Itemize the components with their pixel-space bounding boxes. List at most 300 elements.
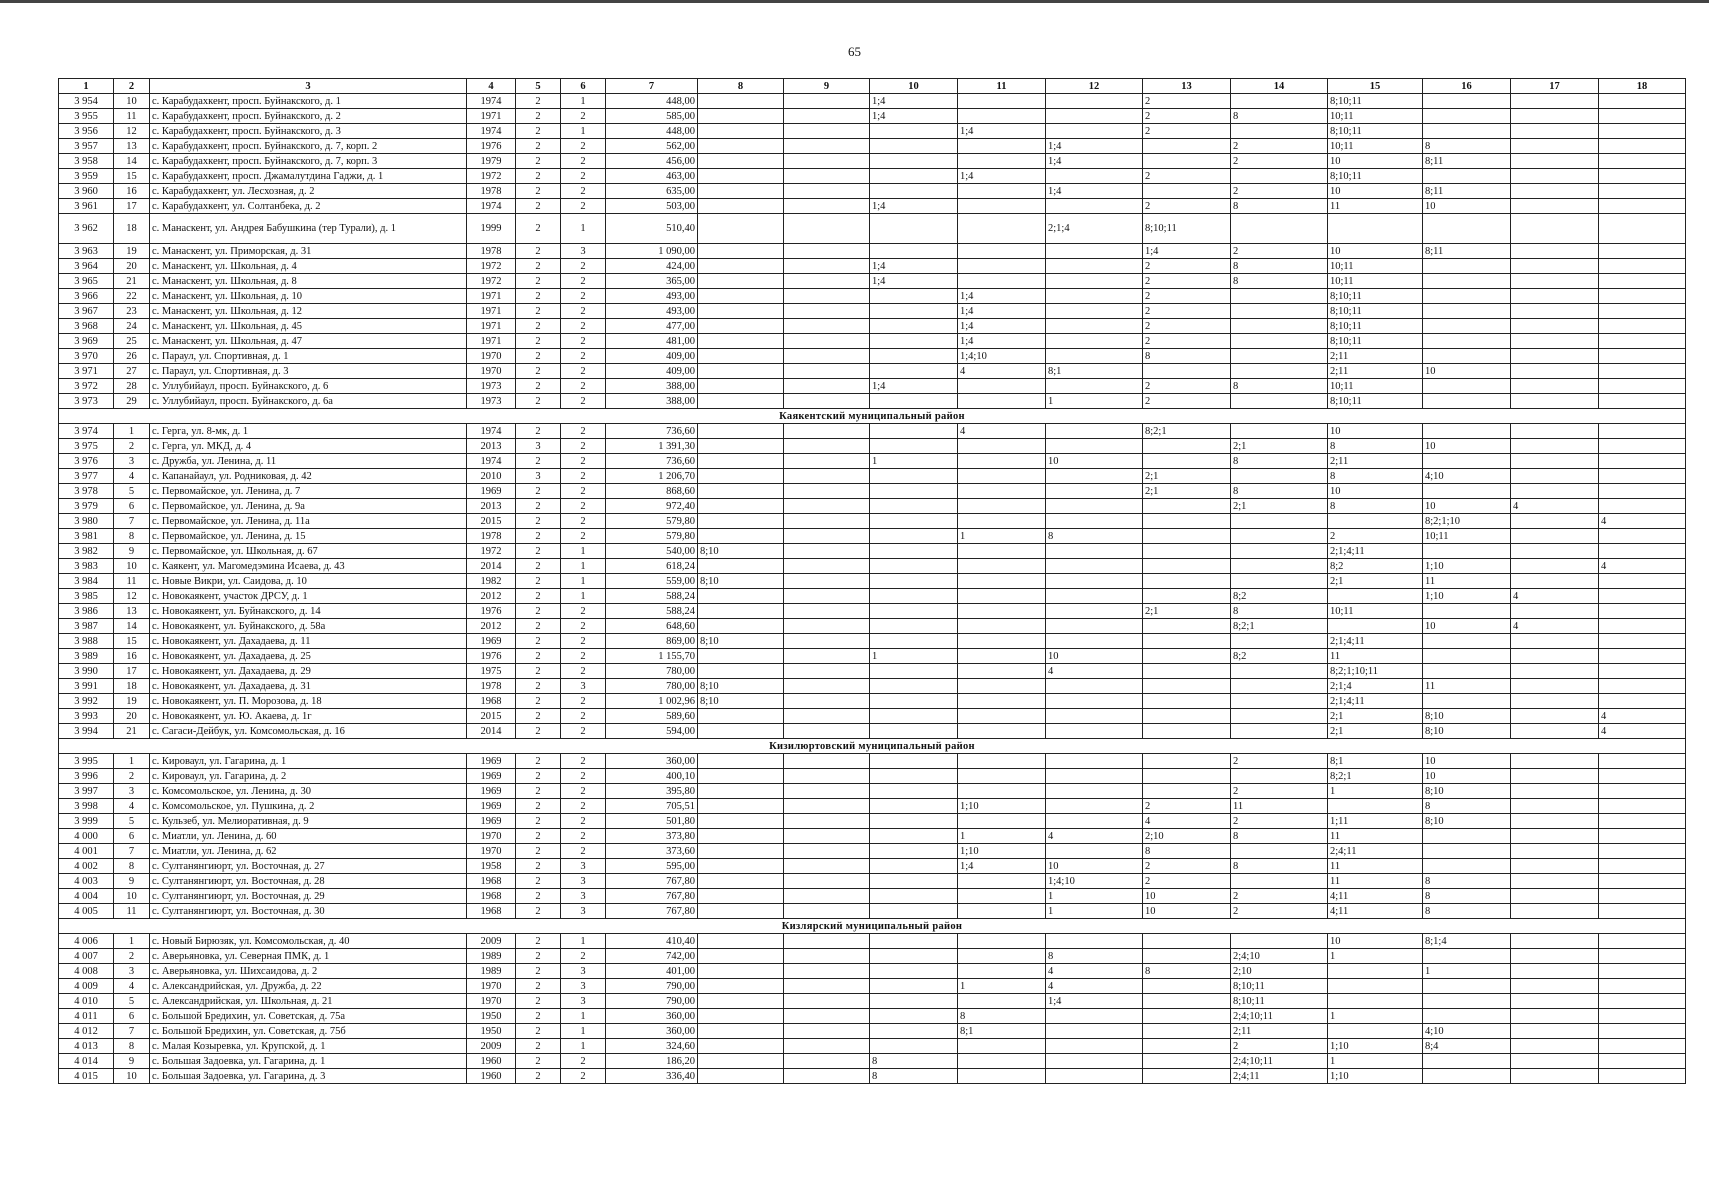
cell-col-10 bbox=[870, 589, 958, 604]
cell-col-13: 2 bbox=[1143, 274, 1231, 289]
cell-col-6: 1 bbox=[561, 559, 606, 574]
cell-col-7: 324,60 bbox=[606, 1039, 698, 1054]
cell-col-6: 2 bbox=[561, 169, 606, 184]
cell-col-7: 510,40 bbox=[606, 214, 698, 244]
cell-col-7: 588,24 bbox=[606, 589, 698, 604]
cell-col-4: 1972 bbox=[467, 259, 516, 274]
cell-col-17 bbox=[1511, 889, 1599, 904]
cell-col-2: 16 bbox=[114, 649, 150, 664]
cell-col-18 bbox=[1599, 1039, 1686, 1054]
cell-col-17 bbox=[1511, 454, 1599, 469]
cell-col-17 bbox=[1511, 604, 1599, 619]
cell-col-16: 4;10 bbox=[1423, 1024, 1511, 1039]
column-header-row bbox=[59, 79, 1686, 94]
cell-col-17 bbox=[1511, 394, 1599, 409]
cell-col-5: 2 bbox=[516, 649, 561, 664]
cell-col-1: 4 004 bbox=[59, 889, 114, 904]
cell-col-3: с. Первомайское, ул. Школьная, д. 67 bbox=[150, 544, 467, 559]
table-row bbox=[59, 934, 1686, 949]
cell-col-15: 8;10;11 bbox=[1328, 319, 1423, 334]
cell-col-5: 2 bbox=[516, 109, 561, 124]
table-row bbox=[59, 544, 1686, 559]
cell-col-1: 3 954 bbox=[59, 94, 114, 109]
cell-col-17 bbox=[1511, 274, 1599, 289]
cell-col-16: 8;11 bbox=[1423, 244, 1511, 259]
cell-col-4: 1969 bbox=[467, 799, 516, 814]
table-row bbox=[59, 439, 1686, 454]
cell-col-8 bbox=[698, 244, 784, 259]
cell-col-16 bbox=[1423, 1069, 1511, 1084]
cell-col-15: 2;1 bbox=[1328, 709, 1423, 724]
cell-col-9 bbox=[784, 784, 870, 799]
cell-col-5: 2 bbox=[516, 799, 561, 814]
cell-col-9 bbox=[784, 649, 870, 664]
cell-col-4: 1973 bbox=[467, 379, 516, 394]
table-row bbox=[59, 1039, 1686, 1054]
cell-col-4: 1971 bbox=[467, 319, 516, 334]
cell-col-18 bbox=[1599, 889, 1686, 904]
cell-col-1: 3 993 bbox=[59, 709, 114, 724]
cell-col-8 bbox=[698, 1009, 784, 1024]
cell-col-11 bbox=[958, 1039, 1046, 1054]
cell-col-12: 1 bbox=[1046, 904, 1143, 919]
cell-col-13: 8 bbox=[1143, 964, 1231, 979]
cell-col-16 bbox=[1423, 349, 1511, 364]
cell-col-16 bbox=[1423, 1009, 1511, 1024]
cell-col-5: 2 bbox=[516, 589, 561, 604]
cell-col-3: с. Большой Бредихин, ул. Советская, д. 75а bbox=[150, 1009, 467, 1024]
cell-col-9 bbox=[784, 1009, 870, 1024]
cell-col-1: 3 995 bbox=[59, 754, 114, 769]
cell-col-4: 1970 bbox=[467, 364, 516, 379]
cell-col-13 bbox=[1143, 769, 1231, 784]
table-row bbox=[59, 574, 1686, 589]
cell-col-2: 18 bbox=[114, 214, 150, 244]
cell-col-7: 395,80 bbox=[606, 784, 698, 799]
cell-col-6: 3 bbox=[561, 889, 606, 904]
cell-col-18 bbox=[1599, 844, 1686, 859]
cell-col-8: 8;10 bbox=[698, 679, 784, 694]
cell-col-8 bbox=[698, 649, 784, 664]
cell-col-5: 2 bbox=[516, 169, 561, 184]
cell-col-11 bbox=[958, 484, 1046, 499]
cell-col-4: 2013 bbox=[467, 439, 516, 454]
cell-col-2: 17 bbox=[114, 664, 150, 679]
cell-col-11 bbox=[958, 274, 1046, 289]
cell-col-11: 1;10 bbox=[958, 844, 1046, 859]
cell-col-7: 869,00 bbox=[606, 634, 698, 649]
cell-col-17 bbox=[1511, 859, 1599, 874]
cell-col-4: 1950 bbox=[467, 1024, 516, 1039]
cell-col-9 bbox=[784, 169, 870, 184]
cell-col-6: 2 bbox=[561, 154, 606, 169]
cell-col-4: 1974 bbox=[467, 454, 516, 469]
cell-col-6: 2 bbox=[561, 454, 606, 469]
cell-col-10 bbox=[870, 934, 958, 949]
cell-col-1: 4 008 bbox=[59, 964, 114, 979]
cell-col-12 bbox=[1046, 814, 1143, 829]
cell-col-13: 2 bbox=[1143, 199, 1231, 214]
cell-col-3: с. Кироваул, ул. Гагарина, д. 2 bbox=[150, 769, 467, 784]
cell-col-14 bbox=[1231, 214, 1328, 244]
cell-col-1: 4 007 bbox=[59, 949, 114, 964]
cell-col-2: 11 bbox=[114, 904, 150, 919]
cell-col-16 bbox=[1423, 484, 1511, 499]
cell-col-17 bbox=[1511, 184, 1599, 199]
cell-col-8 bbox=[698, 664, 784, 679]
cell-col-13 bbox=[1143, 559, 1231, 574]
cell-col-14 bbox=[1231, 124, 1328, 139]
cell-col-7: 456,00 bbox=[606, 154, 698, 169]
cell-col-7: 562,00 bbox=[606, 139, 698, 154]
cell-col-6: 2 bbox=[561, 814, 606, 829]
cell-col-1: 3 973 bbox=[59, 394, 114, 409]
cell-col-11 bbox=[958, 154, 1046, 169]
cell-col-3: с. Аверьяновка, ул. Северная ПМК, д. 1 bbox=[150, 949, 467, 964]
cell-col-2: 11 bbox=[114, 109, 150, 124]
cell-col-6: 2 bbox=[561, 769, 606, 784]
cell-col-8 bbox=[698, 484, 784, 499]
cell-col-11 bbox=[958, 694, 1046, 709]
cell-col-4: 1972 bbox=[467, 274, 516, 289]
cell-col-10 bbox=[870, 664, 958, 679]
cell-col-7: 410,40 bbox=[606, 934, 698, 949]
cell-col-6: 1 bbox=[561, 589, 606, 604]
district-header-row bbox=[59, 919, 1686, 934]
cell-col-5: 2 bbox=[516, 559, 561, 574]
cell-col-10 bbox=[870, 469, 958, 484]
cell-col-7: 736,60 bbox=[606, 454, 698, 469]
cell-col-10 bbox=[870, 244, 958, 259]
cell-col-11: 1;4 bbox=[958, 319, 1046, 334]
cell-col-10 bbox=[870, 829, 958, 844]
cell-col-6: 2 bbox=[561, 799, 606, 814]
cell-col-8: 8;10 bbox=[698, 634, 784, 649]
table-row bbox=[59, 754, 1686, 769]
cell-col-8 bbox=[698, 724, 784, 739]
cell-col-4: 1970 bbox=[467, 844, 516, 859]
cell-col-18 bbox=[1599, 859, 1686, 874]
cell-col-15: 8;10;11 bbox=[1328, 304, 1423, 319]
cell-col-11 bbox=[958, 619, 1046, 634]
cell-col-11 bbox=[958, 649, 1046, 664]
cell-col-8 bbox=[698, 874, 784, 889]
cell-col-2: 5 bbox=[114, 484, 150, 499]
cell-col-11 bbox=[958, 934, 1046, 949]
cell-col-7: 635,00 bbox=[606, 184, 698, 199]
cell-col-1: 3 961 bbox=[59, 199, 114, 214]
cell-col-16 bbox=[1423, 304, 1511, 319]
cell-col-14 bbox=[1231, 934, 1328, 949]
cell-col-4: 1971 bbox=[467, 109, 516, 124]
cell-col-1: 3 991 bbox=[59, 679, 114, 694]
cell-col-16: 11 bbox=[1423, 679, 1511, 694]
cell-col-5: 2 bbox=[516, 1054, 561, 1069]
cell-col-7: 559,00 bbox=[606, 574, 698, 589]
cell-col-14 bbox=[1231, 334, 1328, 349]
cell-col-8 bbox=[698, 454, 784, 469]
cell-col-4: 1968 bbox=[467, 904, 516, 919]
cell-col-15: 10 bbox=[1328, 244, 1423, 259]
cell-col-13: 2 bbox=[1143, 304, 1231, 319]
cell-col-8 bbox=[698, 754, 784, 769]
cell-col-18 bbox=[1599, 949, 1686, 964]
cell-col-10 bbox=[870, 949, 958, 964]
cell-col-7: 972,40 bbox=[606, 499, 698, 514]
cell-col-7: 595,00 bbox=[606, 859, 698, 874]
cell-col-1: 3 986 bbox=[59, 604, 114, 619]
cell-col-15: 8 bbox=[1328, 439, 1423, 454]
table-row bbox=[59, 604, 1686, 619]
cell-col-10: 1;4 bbox=[870, 199, 958, 214]
cell-col-2: 4 bbox=[114, 979, 150, 994]
cell-col-14 bbox=[1231, 319, 1328, 334]
cell-col-12 bbox=[1046, 1069, 1143, 1084]
cell-col-17 bbox=[1511, 244, 1599, 259]
cell-col-13: 1;4 bbox=[1143, 244, 1231, 259]
cell-col-13 bbox=[1143, 1039, 1231, 1054]
cell-col-17 bbox=[1511, 469, 1599, 484]
cell-col-3: с. Манаскент, ул. Школьная, д. 45 bbox=[150, 319, 467, 334]
cell-col-7: 767,80 bbox=[606, 889, 698, 904]
cell-col-4: 1970 bbox=[467, 994, 516, 1009]
cell-col-16 bbox=[1423, 289, 1511, 304]
cell-col-7: 388,00 bbox=[606, 379, 698, 394]
cell-col-15: 10;11 bbox=[1328, 604, 1423, 619]
cell-col-18 bbox=[1599, 784, 1686, 799]
cell-col-6: 2 bbox=[561, 949, 606, 964]
cell-col-10 bbox=[870, 364, 958, 379]
cell-col-3: с. Карабудахкент, ул. Лесхозная, д. 2 bbox=[150, 184, 467, 199]
cell-col-4: 1972 bbox=[467, 169, 516, 184]
cell-col-6: 2 bbox=[561, 289, 606, 304]
cell-col-10: 1 bbox=[870, 454, 958, 469]
cell-col-11 bbox=[958, 724, 1046, 739]
cell-col-2: 6 bbox=[114, 1009, 150, 1024]
cell-col-13: 2;10 bbox=[1143, 829, 1231, 844]
cell-col-10: 8 bbox=[870, 1069, 958, 1084]
cell-col-3: с. Параул, ул. Спортивная, д. 3 bbox=[150, 364, 467, 379]
cell-col-12 bbox=[1046, 544, 1143, 559]
cell-col-12: 1 bbox=[1046, 394, 1143, 409]
cell-col-15: 1 bbox=[1328, 784, 1423, 799]
cell-col-15: 10;11 bbox=[1328, 274, 1423, 289]
cell-col-5: 2 bbox=[516, 634, 561, 649]
cell-col-4: 1974 bbox=[467, 124, 516, 139]
cell-col-16: 4;10 bbox=[1423, 469, 1511, 484]
cell-col-15 bbox=[1328, 214, 1423, 244]
cell-col-13: 10 bbox=[1143, 889, 1231, 904]
cell-col-12: 1;4 bbox=[1046, 184, 1143, 199]
cell-col-5: 2 bbox=[516, 199, 561, 214]
cell-col-10: 1;4 bbox=[870, 274, 958, 289]
cell-col-7: 401,00 bbox=[606, 964, 698, 979]
table-row bbox=[59, 199, 1686, 214]
cell-col-1: 3 958 bbox=[59, 154, 114, 169]
cell-col-16: 8 bbox=[1423, 874, 1511, 889]
cell-col-7: 1 090,00 bbox=[606, 244, 698, 259]
cell-col-9 bbox=[784, 559, 870, 574]
cell-col-18 bbox=[1599, 994, 1686, 1009]
cell-col-2: 4 bbox=[114, 799, 150, 814]
cell-col-14 bbox=[1231, 424, 1328, 439]
table-row bbox=[59, 1024, 1686, 1039]
cell-col-7: 409,00 bbox=[606, 364, 698, 379]
cell-col-13 bbox=[1143, 514, 1231, 529]
cell-col-16: 10 bbox=[1423, 754, 1511, 769]
cell-col-10 bbox=[870, 499, 958, 514]
cell-col-10 bbox=[870, 139, 958, 154]
cell-col-4: 1975 bbox=[467, 664, 516, 679]
cell-col-2: 5 bbox=[114, 814, 150, 829]
cell-col-18 bbox=[1599, 1024, 1686, 1039]
table-row bbox=[59, 94, 1686, 109]
table-row bbox=[59, 904, 1686, 919]
cell-col-17 bbox=[1511, 799, 1599, 814]
cell-col-15: 4;11 bbox=[1328, 904, 1423, 919]
cell-col-8 bbox=[698, 139, 784, 154]
cell-col-18 bbox=[1599, 964, 1686, 979]
cell-col-2: 1 bbox=[114, 424, 150, 439]
cell-col-12 bbox=[1046, 634, 1143, 649]
column-header-1: 1 bbox=[59, 79, 114, 94]
cell-col-7: 742,00 bbox=[606, 949, 698, 964]
cell-col-12 bbox=[1046, 709, 1143, 724]
cell-col-6: 2 bbox=[561, 664, 606, 679]
cell-col-5: 2 bbox=[516, 889, 561, 904]
cell-col-2: 7 bbox=[114, 844, 150, 859]
cell-col-15: 8;1 bbox=[1328, 754, 1423, 769]
cell-col-18 bbox=[1599, 364, 1686, 379]
cell-col-10 bbox=[870, 679, 958, 694]
cell-col-13 bbox=[1143, 664, 1231, 679]
cell-col-11 bbox=[958, 1054, 1046, 1069]
cell-col-12: 8 bbox=[1046, 949, 1143, 964]
cell-col-5: 2 bbox=[516, 1024, 561, 1039]
cell-col-5: 2 bbox=[516, 754, 561, 769]
cell-col-13 bbox=[1143, 499, 1231, 514]
cell-col-10 bbox=[870, 214, 958, 244]
cell-col-6: 1 bbox=[561, 214, 606, 244]
cell-col-17 bbox=[1511, 544, 1599, 559]
cell-col-13 bbox=[1143, 364, 1231, 379]
cell-col-16: 10;11 bbox=[1423, 529, 1511, 544]
cell-col-12 bbox=[1046, 499, 1143, 514]
cell-col-11: 1;4;10 bbox=[958, 349, 1046, 364]
cell-col-8 bbox=[698, 319, 784, 334]
cell-col-9 bbox=[784, 394, 870, 409]
cell-col-3: с. Новокаякент, ул. Дахадаева, д. 25 bbox=[150, 649, 467, 664]
column-header-17: 17 bbox=[1511, 79, 1599, 94]
cell-col-17 bbox=[1511, 1024, 1599, 1039]
cell-col-3: с. Новый Бирюзяк, ул. Комсомольская, д. 40 bbox=[150, 934, 467, 949]
cell-col-6: 2 bbox=[561, 259, 606, 274]
cell-col-5: 2 bbox=[516, 259, 561, 274]
cell-col-12 bbox=[1046, 604, 1143, 619]
cell-col-1: 4 000 bbox=[59, 829, 114, 844]
district-header-row bbox=[59, 739, 1686, 754]
cell-col-4: 1960 bbox=[467, 1069, 516, 1084]
cell-col-4: 1960 bbox=[467, 1054, 516, 1069]
cell-col-14 bbox=[1231, 709, 1328, 724]
cell-col-13 bbox=[1143, 754, 1231, 769]
cell-col-8 bbox=[698, 589, 784, 604]
cell-col-14 bbox=[1231, 694, 1328, 709]
cell-col-8 bbox=[698, 334, 784, 349]
table-row bbox=[59, 709, 1686, 724]
cell-col-5: 2 bbox=[516, 994, 561, 1009]
cell-col-3: с. Комсомольское, ул. Ленина, д. 30 bbox=[150, 784, 467, 799]
cell-col-17 bbox=[1511, 169, 1599, 184]
cell-col-12: 1;4;10 bbox=[1046, 874, 1143, 889]
cell-col-4: 2009 bbox=[467, 1039, 516, 1054]
cell-col-17 bbox=[1511, 529, 1599, 544]
cell-col-4: 1999 bbox=[467, 214, 516, 244]
cell-col-11: 1;4 bbox=[958, 169, 1046, 184]
cell-col-1: 3 967 bbox=[59, 304, 114, 319]
cell-col-13 bbox=[1143, 784, 1231, 799]
cell-col-11 bbox=[958, 214, 1046, 244]
cell-col-5: 2 bbox=[516, 604, 561, 619]
cell-col-16 bbox=[1423, 664, 1511, 679]
cell-col-18 bbox=[1599, 589, 1686, 604]
cell-col-5: 2 bbox=[516, 394, 561, 409]
cell-col-4: 1968 bbox=[467, 889, 516, 904]
cell-col-9 bbox=[784, 574, 870, 589]
district-name: Кизлярский муниципальный район bbox=[59, 919, 1686, 934]
table-row bbox=[59, 559, 1686, 574]
cell-col-2: 10 bbox=[114, 559, 150, 574]
cell-col-14 bbox=[1231, 724, 1328, 739]
cell-col-16 bbox=[1423, 994, 1511, 1009]
cell-col-2: 17 bbox=[114, 199, 150, 214]
cell-col-14 bbox=[1231, 574, 1328, 589]
cell-col-17 bbox=[1511, 364, 1599, 379]
cell-col-15: 2;1 bbox=[1328, 574, 1423, 589]
cell-col-9 bbox=[784, 349, 870, 364]
cell-col-12 bbox=[1046, 754, 1143, 769]
cell-col-17 bbox=[1511, 334, 1599, 349]
cell-col-11 bbox=[958, 754, 1046, 769]
cell-col-6: 2 bbox=[561, 709, 606, 724]
cell-col-11 bbox=[958, 664, 1046, 679]
cell-col-16 bbox=[1423, 109, 1511, 124]
cell-col-14: 2;10 bbox=[1231, 964, 1328, 979]
cell-col-1: 3 999 bbox=[59, 814, 114, 829]
cell-col-6: 3 bbox=[561, 679, 606, 694]
table-row bbox=[59, 169, 1686, 184]
cell-col-17 bbox=[1511, 829, 1599, 844]
district-name: Кизилюртовский муниципальный район bbox=[59, 739, 1686, 754]
cell-col-17 bbox=[1511, 694, 1599, 709]
cell-col-13 bbox=[1143, 439, 1231, 454]
cell-col-14: 8 bbox=[1231, 199, 1328, 214]
cell-col-13 bbox=[1143, 184, 1231, 199]
cell-col-17: 4 bbox=[1511, 589, 1599, 604]
cell-col-2: 7 bbox=[114, 514, 150, 529]
column-header-6: 6 bbox=[561, 79, 606, 94]
cell-col-2: 8 bbox=[114, 859, 150, 874]
cell-col-13 bbox=[1143, 694, 1231, 709]
table-row bbox=[59, 874, 1686, 889]
column-header-3: 3 bbox=[150, 79, 467, 94]
cell-col-18 bbox=[1599, 424, 1686, 439]
cell-col-11 bbox=[958, 109, 1046, 124]
cell-col-12 bbox=[1046, 439, 1143, 454]
cell-col-17 bbox=[1511, 424, 1599, 439]
cell-col-17 bbox=[1511, 109, 1599, 124]
cell-col-1: 3 980 bbox=[59, 514, 114, 529]
